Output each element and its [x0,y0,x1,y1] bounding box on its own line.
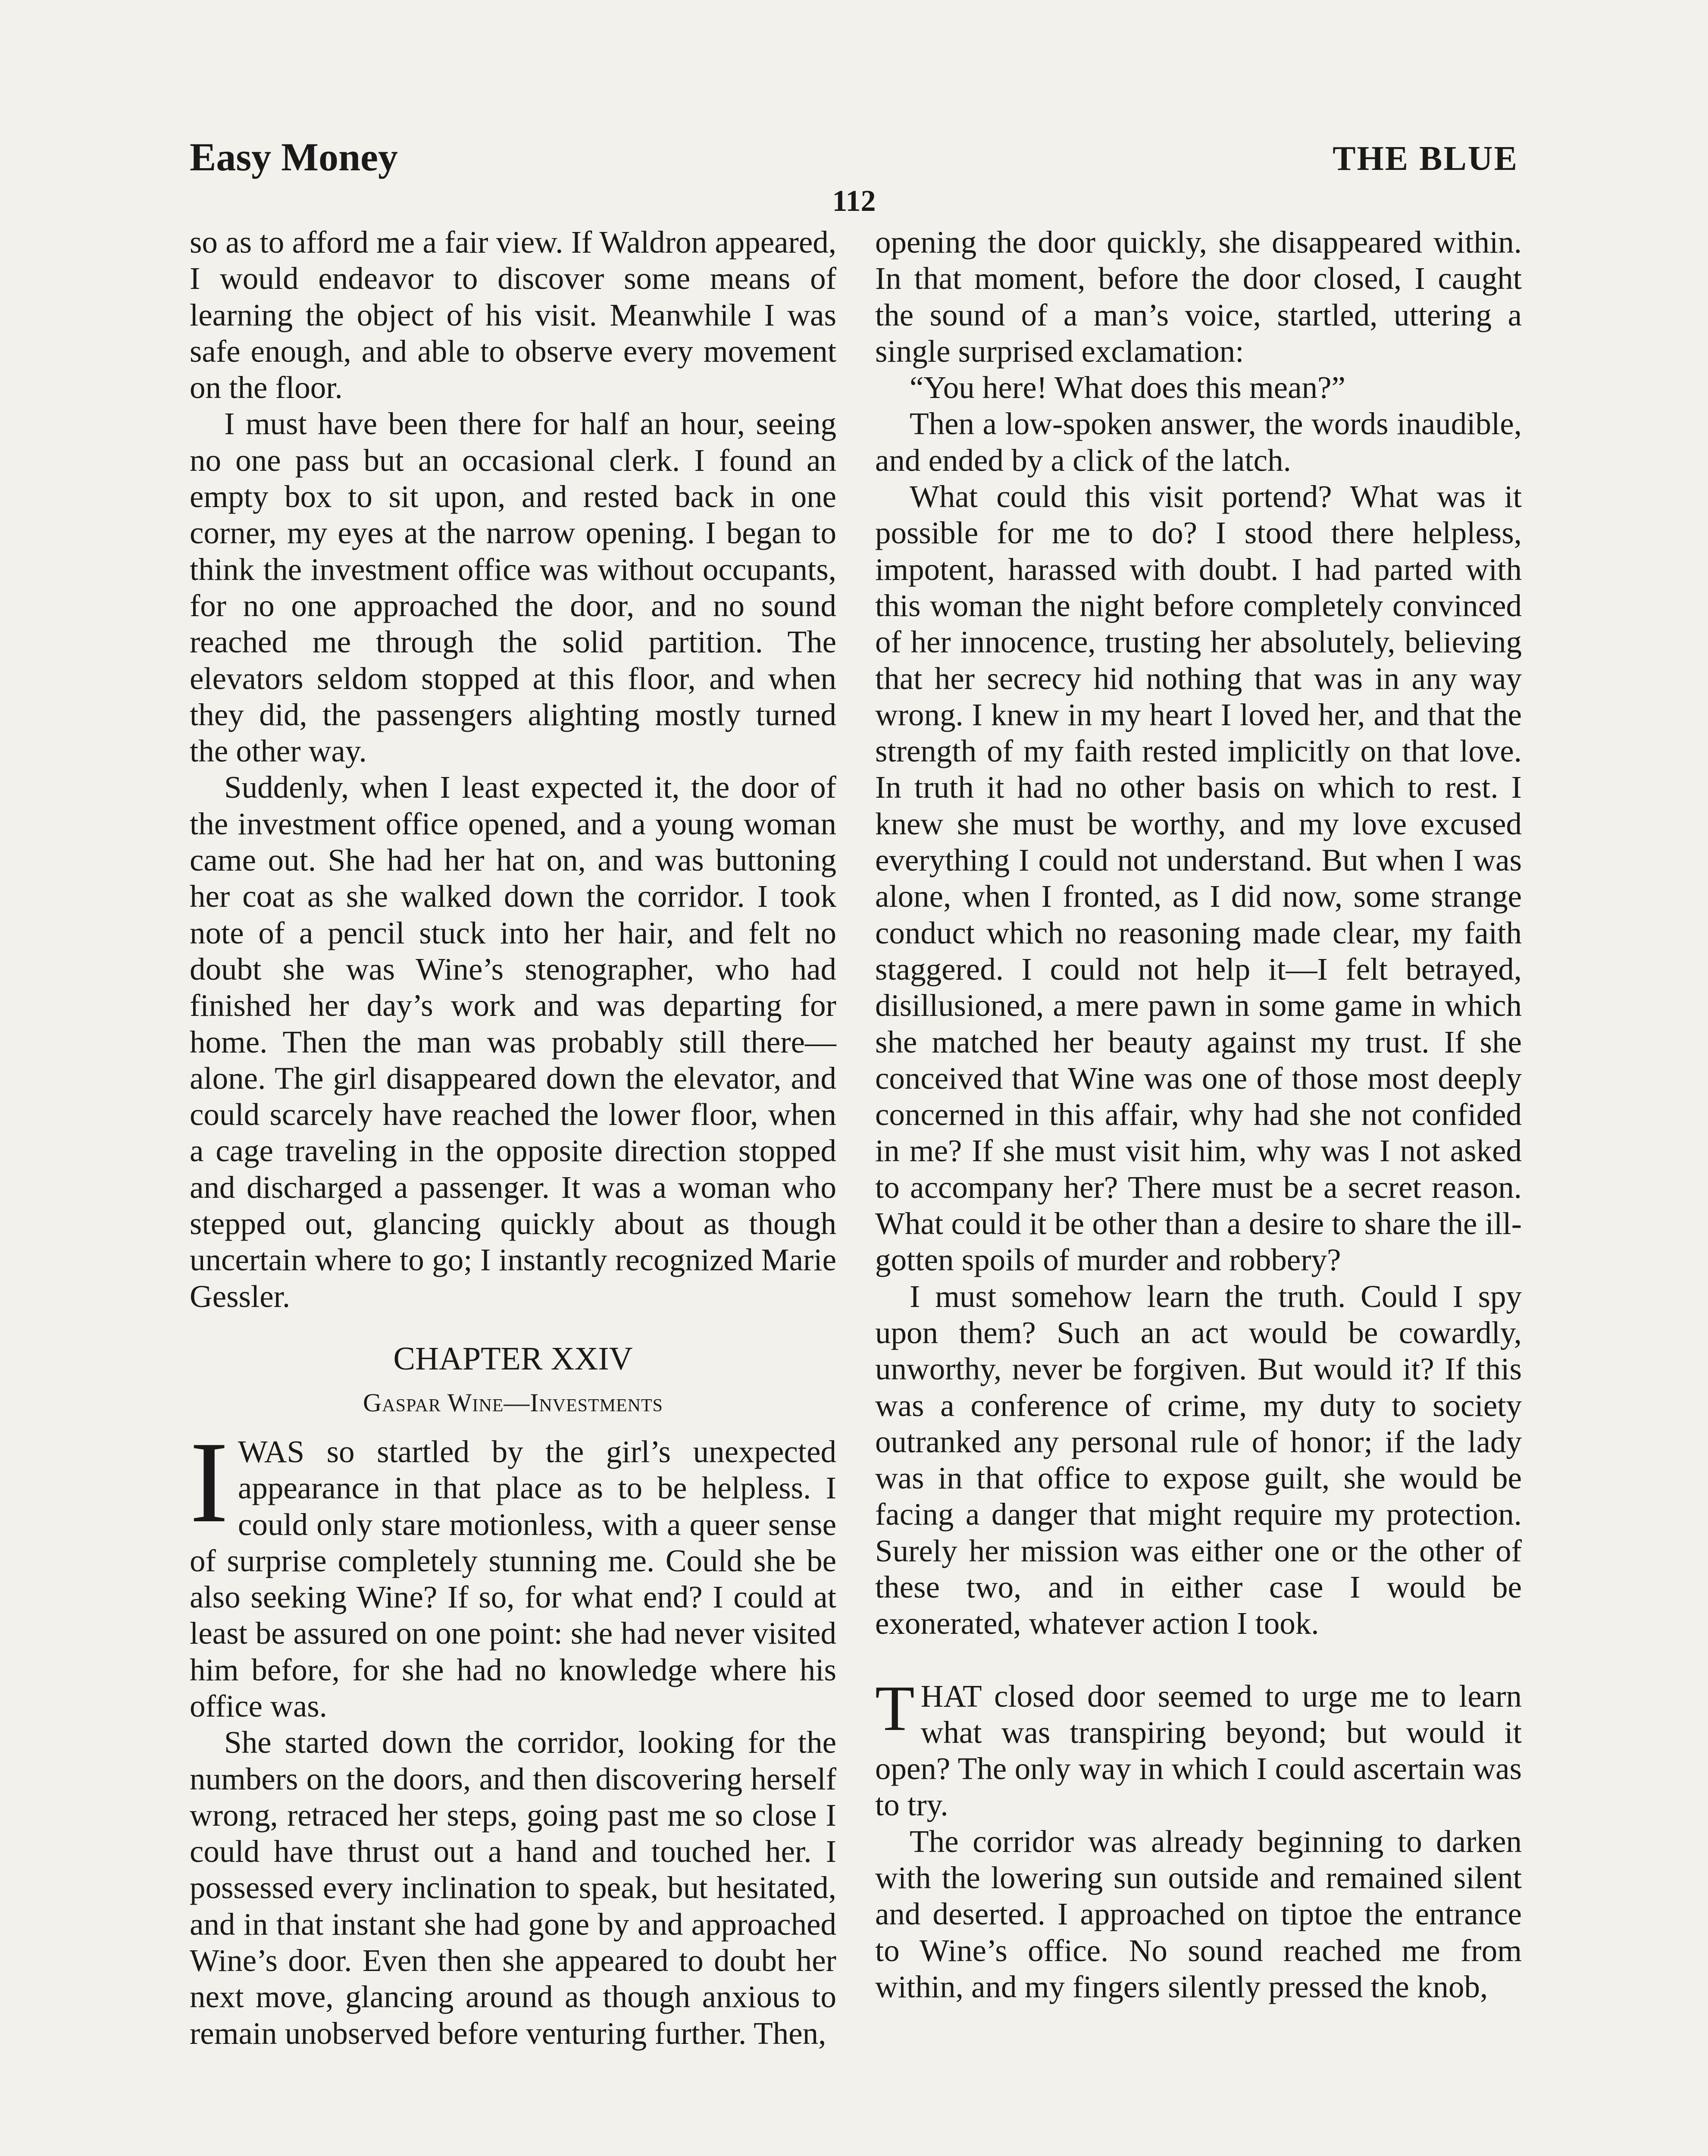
chapter-heading: CHAPTER XXIV [393,1340,633,1377]
running-title-left: Easy Money [190,135,398,179]
chapter-opening-paragraph [190,1417,836,1724]
drop-cap: T [875,1672,915,1744]
paragraph: so as to afford me a fair view. If Waldron appeared, I would endeavor to discover some means of learning the object of his visit. Meanwhile I was safe enough, and able to observe every movement on the floor. [190,225,836,405]
running-title-right: THE BLUE [1333,140,1518,178]
chapter-subtitle: Gaspar Wine—Investments [363,1388,663,1417]
paragraph: What could this visit portend? What was it possible for me to do? I stood there helpless, impotent, harassed with doubt. I had parted with this woman the night before completely convinced of her innocence, trusting her absolutely, believing that her secrecy hid nothing that was in any way wrong. I knew in my heart I loved her, and that the strength of my faith rested implicitly on that love. In truth it had no other basis on which to rest. I knew she must be worthy, and my love excused everything I could not understand. But when I was alone, when I fronted, as I did now, some strange conduct which no reasoning made clear, my faith staggered. I could not help it—I felt betrayed, disillusioned, a mere pawn in some game in which she matched her beauty against my trust. If she conceived that Wine was one of those most deeply concerned in this affair, why had she not confided in me? If she must visit him, why was I not asked to accompany her? There must be a secret reason. What could it be other than a desire to share the ill-gotten spoils of murder and robbery? [875,479,1522,1278]
paragraph: She started down the corridor, looking for the numbers on the doors, and then discovering herself wrong, retraced her steps, going past me so close I could have thrust out a hand and touched her. I possessed every inclination to speak, but hesitated, and in that instant she had gone by and approached Wine’s door. Even then she appeared to doubt her next move, glancing around as though anxious to remain unobserved before venturing further. Then, [190,1725,836,2051]
paragraph: I must somehow learn the truth. Could I spy upon them? Such an act would be cowardly, unworthy, never be forgiven. But would it? If this was a conference of crime, my duty to society outranked any personal rule of honor; if the lady was in that office to expose guilt, she would be facing a danger that might require my protection. Surely her mission was either one or the other of these two, and in either case I would be exonerated, whatever action I took. [875,1279,1522,1641]
paragraph: “You here! What does this mean?” [910,370,1345,405]
paragraph: I must have been there for half an hour, seeing no one pass but an occasional clerk. I found an empty box to sit upon, and rested back in one corner, my eyes at the narrow opening. I began to think the investment office was without occupants, for no one approached the door, and no sound reached me through the solid partition. The elevators seldom stopped at this floor, and when they did, the passengers alighting mostly turned the other way. [190,406,836,769]
page-number: 112 [832,185,876,218]
right-column [875,224,1522,2005]
paragraph-text: WAS so startled by the girl’s unexpected appearance in that place as to be helpless. I could only stare motionless, with a queer sense of surprise completely stunning me. Could she be also seeking Wine? If so, for what end? I could at least be assured on one point: she had never visited him before, for she had no knowledge where his office was. [190,1434,836,1724]
drop-cap: I [190,1417,228,1547]
paragraph: Then a low-spoken answer, the words inaudible, and ended by a click of the latch. [875,406,1522,478]
left-column [190,224,836,2052]
paragraph-text: HAT closed door seemed to urge me to learn what was transpiring beyond; but would it open? The only way in which I could ascertain was to try. [875,1678,1522,1823]
paragraph: Suddenly, when I least expected it, the door of the investment office opened, and a young woman came out. She had her hat on, and was buttoning her coat as she walked down the corridor. I took note of a pencil stuck into her hair, and felt no doubt she was Wine’s stenographer, who had finished her day’s work and was departing for home. Then the man was probably still there—alone. The girl disappeared down the elevator, and could scarcely have reached the lower floor, when a cage traveling in the opposite direction stopped and discharged a passenger. It was a woman who stepped out, glancing quickly about as though uncertain where to go; I instantly recognized Marie Gessler. [190,770,836,1314]
paragraph: opening the door quickly, she disappeared within. In that moment, before the door closed, I caught the sound of a man’s voice, startled, uttering a single surprised exclamation: [875,225,1522,369]
paragraph: The corridor was already beginning to darken with the lowering sun outside and remained silent and deserted. I approached on tiptoe the entrance to Wine’s office. No sound reached me from within, and my fingers silently pressed the knob, [875,1824,1522,2004]
section-opening-paragraph [875,1672,1522,1824]
